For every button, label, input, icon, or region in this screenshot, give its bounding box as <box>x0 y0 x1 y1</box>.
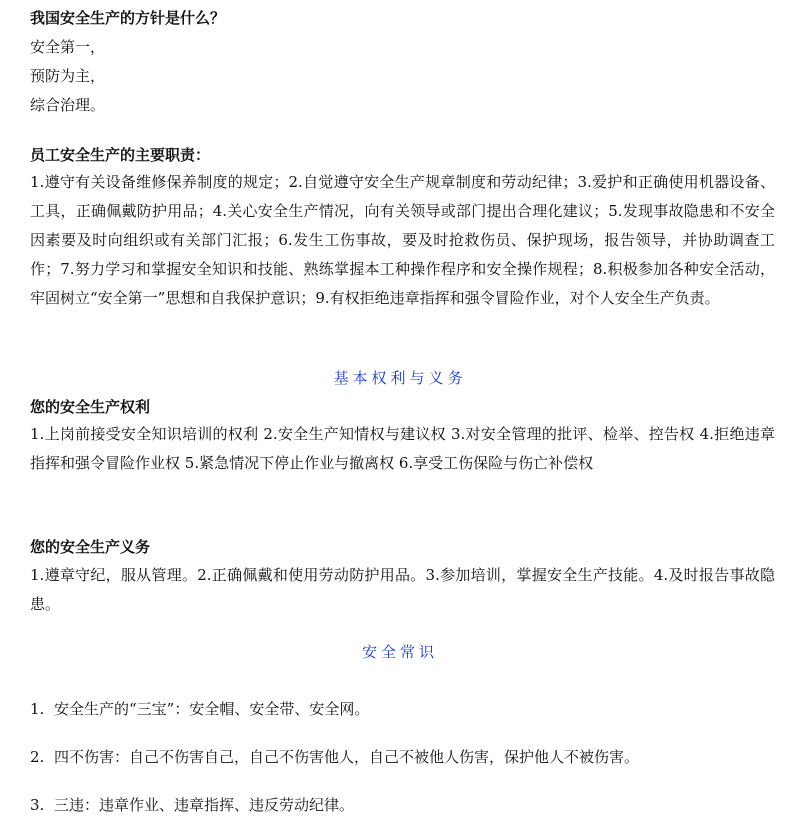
policy-lines <box>30 33 775 120</box>
common-section-title: 安全常识 <box>361 643 438 661</box>
rights-heading: 您的安全生产权利 <box>30 398 151 416</box>
list-item-text: 四不伤害：自己不伤害自己，自己不伤害他人，自己不被他人伤害，保护他人不被伤害。 <box>54 748 640 766</box>
list-item <box>30 746 775 768</box>
list-item-number: 2. <box>30 748 45 766</box>
policy-heading: 我国安全生产的方针是什么？ <box>30 9 226 27</box>
list-item <box>30 794 775 816</box>
list-item-number: 1. <box>30 700 45 718</box>
obligations-heading: 您的安全生产义务 <box>30 538 151 556</box>
list-item <box>30 698 775 720</box>
list-item-number: 3. <box>30 796 45 814</box>
policy-line: 安全第一， <box>30 38 106 56</box>
rights-text: 1.上岗前接受安全知识培训的权利 2.安全生产知情权与建议权 3.对安全管理的批评、检举、控告权 4.拒绝违章指挥和强令冒险作业权 5.紧急情况下停止作业与撤离权 6.享受工伤保险与伤亡补偿权 <box>30 425 775 472</box>
policy-line: 预防为主， <box>30 67 106 85</box>
policy-line: 综合治理。 <box>30 96 106 114</box>
obligations-text: 1.遵章守纪，服从管理。2.正确佩戴和使用劳动防护用品。3.参加培训，掌握安全生产技能。4.及时报告事故隐患。 <box>30 566 775 613</box>
duties-heading: 员工安全生产的主要职责： <box>30 146 211 164</box>
list-item-text: 安全生产的“三宝”：安全帽、安全带、安全网。 <box>54 700 370 718</box>
rights-section-title: 基本权利与义务 <box>333 369 467 387</box>
list-item-text: 三违：违章作业、违章指挥、违反劳动纪律。 <box>54 796 355 814</box>
duties-text: 1.遵守有关设备维修保养制度的规定；2.自觉遵守安全生产规章制度和劳动纪律；3.爱护和正确使用机器设备、工具，正确佩戴防护用品；4.关心安全生产情况，向有关领导或部门提出合理化建议；5.发现事故隐患和不安全因素要及时向组织或有关部门汇报；6.发生工伤事故，要及时抢救伤员、保护现场，报告领导，并协助调查工作；7.努力学习和掌握安全知识和技能、熟练掌握本工种操作程序和安全操作规程；8.积极参加各种安全活动，牢固树立“安全第一”思想和自我保护意识；9.有权拒绝违章指挥和强令冒险作业，对个人安全生产负责。 <box>30 173 775 307</box>
